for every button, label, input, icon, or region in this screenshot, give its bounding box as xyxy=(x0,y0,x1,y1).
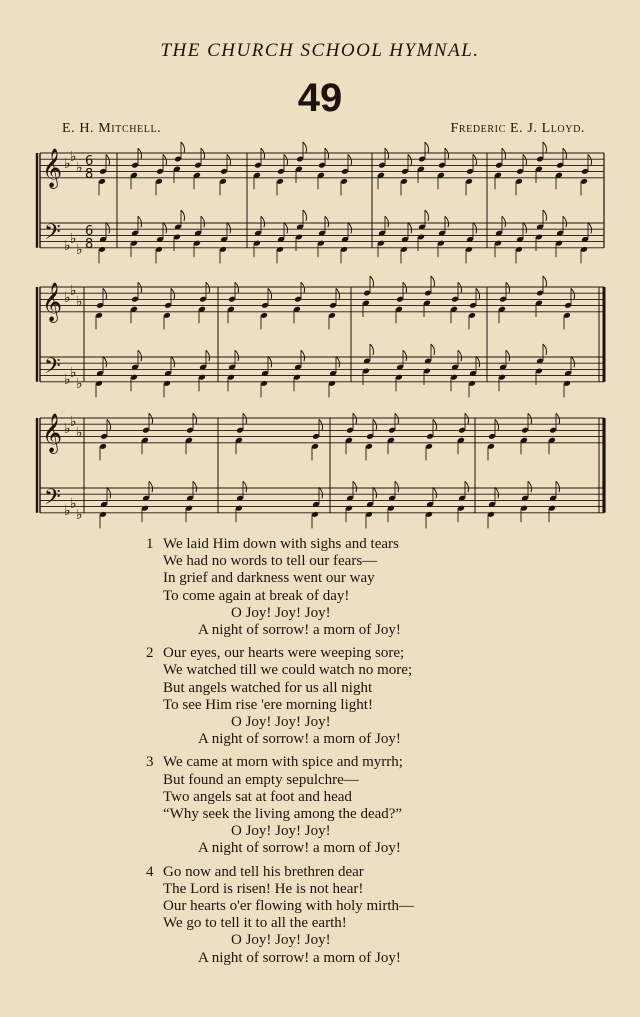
note-flag xyxy=(181,210,185,221)
note-flag xyxy=(261,216,265,227)
key-signature-flat: ♭ xyxy=(76,507,83,523)
note-flag xyxy=(353,481,357,492)
note-flag xyxy=(201,216,205,227)
verse-line: Our eyes, our hearts were weeping sore; xyxy=(163,645,405,662)
note-flag xyxy=(523,154,527,165)
note-flag xyxy=(556,481,560,492)
refrain-line: O Joy! Joy! Joy! xyxy=(231,932,331,949)
note-flag xyxy=(370,276,374,287)
refrain-line: O Joy! Joy! Joy! xyxy=(231,604,331,621)
note-flag xyxy=(476,356,480,367)
note-flag xyxy=(543,210,547,221)
note-flag xyxy=(348,222,352,233)
key-signature-flat: ♭ xyxy=(70,414,77,430)
note-flag xyxy=(325,216,329,227)
refrain-line: A night of sorrow! a morn of Joy! xyxy=(198,949,401,966)
time-signature: 6 xyxy=(85,224,94,239)
note-flag xyxy=(373,419,377,430)
bass-clef: 𝄢 xyxy=(44,220,61,250)
note-flag xyxy=(458,282,462,293)
refrain-line: A night of sorrow! a morn of Joy! xyxy=(198,840,401,857)
verse-number: 4 xyxy=(146,863,154,880)
note-flag xyxy=(556,413,560,424)
note-flag xyxy=(348,154,352,165)
verses xyxy=(0,536,640,973)
note-flag xyxy=(373,487,377,498)
note-flag xyxy=(261,148,265,159)
key-signature-flat: ♭ xyxy=(70,496,77,512)
note-flag xyxy=(103,356,107,367)
note-flag xyxy=(325,148,329,159)
key-signature-flat: ♭ xyxy=(64,503,71,519)
key-signature-flat: ♭ xyxy=(70,149,77,165)
verse-line: We go to tell it to all the earth! xyxy=(163,915,347,932)
key-signature-flat: ♭ xyxy=(64,290,71,306)
verse-line: Two angels sat at foot and head xyxy=(163,788,352,805)
verse-number: 2 xyxy=(146,645,154,662)
note-flag xyxy=(473,154,477,165)
note-flag xyxy=(138,216,142,227)
note-flag xyxy=(502,148,506,159)
verse-line: We watched till we could watch no more; xyxy=(163,662,413,679)
note-flag xyxy=(149,413,153,424)
note-flag xyxy=(543,276,547,287)
key-signature-flat: ♭ xyxy=(76,242,83,258)
verse-line: We had no words to tell our fears— xyxy=(163,553,378,570)
note-flag xyxy=(171,356,175,367)
note-flag xyxy=(206,282,210,293)
note-flag xyxy=(181,142,185,153)
key-signature-flat: ♭ xyxy=(64,421,71,437)
verse-number: 3 xyxy=(146,754,154,771)
verse-line: “Why seek the living among the dead?” xyxy=(163,806,403,823)
key-signature-flat: ♭ xyxy=(76,294,83,310)
note-flag xyxy=(149,481,153,492)
note-flag xyxy=(106,154,110,165)
note-flag xyxy=(571,288,575,299)
verse-line: To come again at break of day! xyxy=(163,587,350,604)
note-flag xyxy=(563,148,567,159)
hymn-number: 49 xyxy=(297,76,343,120)
note-flag xyxy=(301,282,305,293)
note-flag xyxy=(163,154,167,165)
note-flag xyxy=(425,210,429,221)
verse-number: 1 xyxy=(146,536,154,552)
note-flag xyxy=(138,148,142,159)
note-flag xyxy=(301,350,305,361)
note-flag xyxy=(563,216,567,227)
verse-2 xyxy=(0,645,640,748)
note-flag xyxy=(106,222,110,233)
note-flag xyxy=(395,413,399,424)
treble-clef: 𝄞 xyxy=(42,413,63,453)
verse-line: We laid Him down with sighs and tears xyxy=(163,536,399,552)
refrain-line: A night of sorrow! a morn of Joy! xyxy=(198,731,401,748)
note-flag xyxy=(201,148,205,159)
note-flag xyxy=(353,413,357,424)
note-flag xyxy=(431,276,435,287)
note-flag xyxy=(502,216,506,227)
note-flag xyxy=(171,288,175,299)
note-flag xyxy=(465,413,469,424)
note-flag xyxy=(107,419,111,430)
verse-line: The Lord is risen! He is not hear! xyxy=(163,880,364,897)
note-flag xyxy=(227,222,231,233)
note-flag xyxy=(528,413,532,424)
verse-line: But angels watched for us all night xyxy=(163,679,373,696)
note-flag xyxy=(473,222,477,233)
verse-line: Our hearts o'er flowing with holy mirth— xyxy=(163,898,414,915)
note-flag xyxy=(588,222,592,233)
note-flag xyxy=(528,481,532,492)
note-flag xyxy=(543,142,547,153)
note-flag xyxy=(425,142,429,153)
note-flag xyxy=(303,210,307,221)
note-flag xyxy=(476,288,480,299)
note-flag xyxy=(495,419,499,430)
verse-line: Go now and tell his brethren dear xyxy=(163,863,364,880)
note-flag xyxy=(408,154,412,165)
note-flag xyxy=(193,481,197,492)
note-flag xyxy=(495,487,499,498)
note-flag xyxy=(403,350,407,361)
note-flag xyxy=(588,154,592,165)
note-flag xyxy=(431,344,435,355)
verse-3 xyxy=(0,754,640,857)
note-flag xyxy=(506,282,510,293)
note-flag xyxy=(543,344,547,355)
note-flag xyxy=(385,216,389,227)
author-credit: Frederic E. J. Lloyd. xyxy=(450,121,585,136)
note-flag xyxy=(458,350,462,361)
note-flag xyxy=(319,419,323,430)
treble-clef: 𝄞 xyxy=(42,148,63,188)
composer-credit: E. H. Mitchell. xyxy=(62,121,162,136)
note-flag xyxy=(506,350,510,361)
note-flag xyxy=(303,142,307,153)
note-flag xyxy=(206,350,210,361)
verse-line: But found an empty sepulchre— xyxy=(163,771,359,788)
time-signature: 8 xyxy=(85,167,94,182)
note-flag xyxy=(336,356,340,367)
note-flag xyxy=(336,288,340,299)
note-flag xyxy=(103,288,107,299)
verse-line: We came at morn with spice and myrrh; xyxy=(163,754,403,771)
note-flag xyxy=(235,350,239,361)
time-signature: 6 xyxy=(85,154,94,169)
key-signature-flat: ♭ xyxy=(64,156,71,172)
note-flag xyxy=(284,154,288,165)
note-flag xyxy=(403,282,407,293)
time-signature: 8 xyxy=(85,237,94,252)
verse-1 xyxy=(0,536,640,639)
verse-line: To see Him rise 'ere morning light! xyxy=(163,696,373,713)
note-flag xyxy=(445,216,449,227)
note-flag xyxy=(445,148,449,159)
verse-4 xyxy=(0,864,640,967)
note-flag xyxy=(319,487,323,498)
note-flag xyxy=(235,282,239,293)
note-flag xyxy=(284,222,288,233)
bass-clef: 𝄢 xyxy=(44,354,61,384)
note-flag xyxy=(465,481,469,492)
note-flag xyxy=(243,481,247,492)
note-flag xyxy=(268,356,272,367)
note-flag xyxy=(193,413,197,424)
refrain-line: O Joy! Joy! Joy! xyxy=(231,823,331,840)
note-flag xyxy=(385,148,389,159)
note-flag xyxy=(408,222,412,233)
key-signature-flat: ♭ xyxy=(70,231,77,247)
note-flag xyxy=(163,222,167,233)
note-flag xyxy=(395,481,399,492)
note-flag xyxy=(433,419,437,430)
key-signature-flat: ♭ xyxy=(64,238,71,254)
note-flag xyxy=(268,288,272,299)
treble-clef: 𝄞 xyxy=(42,282,63,322)
running-header: THE CHURCH SCHOOL HYMNAL. xyxy=(160,40,480,61)
key-signature-flat: ♭ xyxy=(76,160,83,176)
bass-clef: 𝄢 xyxy=(44,485,61,515)
key-signature-flat: ♭ xyxy=(64,372,71,388)
note-flag xyxy=(433,487,437,498)
note-flag xyxy=(227,154,231,165)
refrain-line: A night of sorrow! a morn of Joy! xyxy=(198,622,401,639)
key-signature-flat: ♭ xyxy=(70,283,77,299)
refrain-line: O Joy! Joy! Joy! xyxy=(231,714,331,731)
key-signature-flat: ♭ xyxy=(76,425,83,441)
note-flag xyxy=(243,413,247,424)
note-flag xyxy=(571,356,575,367)
note-flag xyxy=(107,487,111,498)
note-flag xyxy=(370,344,374,355)
key-signature-flat: ♭ xyxy=(76,376,83,392)
note-flag xyxy=(138,350,142,361)
verse-line: In grief and darkness went our way xyxy=(163,570,375,587)
key-signature-flat: ♭ xyxy=(70,365,77,381)
score-notation xyxy=(37,142,604,528)
note-flag xyxy=(523,222,527,233)
note-flag xyxy=(138,282,142,293)
